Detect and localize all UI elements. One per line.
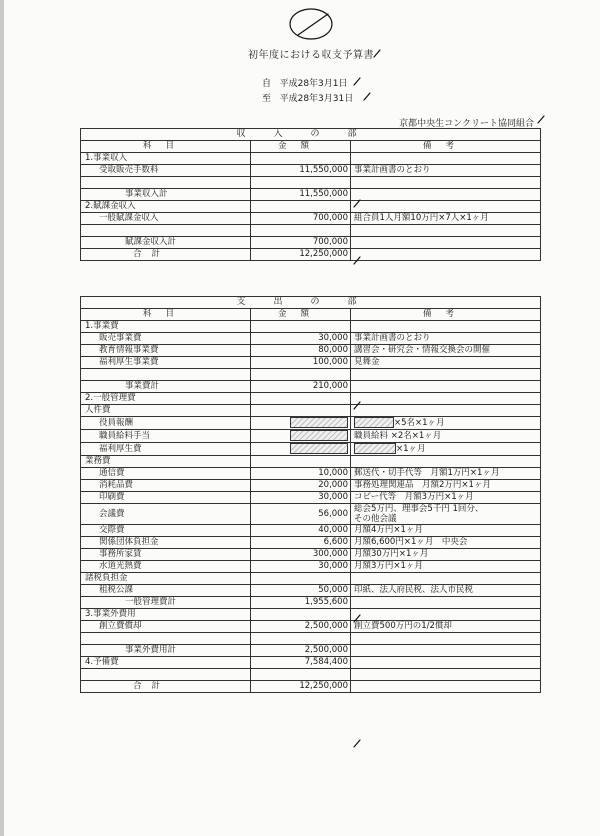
table-row bbox=[81, 153, 541, 165]
row-note: 創立費500万円の1/2償却 bbox=[351, 621, 541, 633]
row-amount-redacted bbox=[251, 443, 351, 456]
table-row bbox=[81, 381, 541, 393]
row-item: 租税公課 bbox=[81, 585, 251, 597]
row-note bbox=[351, 321, 541, 333]
row-note bbox=[351, 456, 541, 468]
table-row bbox=[81, 621, 541, 633]
row-note: コピー代等 月額3万円×1ヶ月 bbox=[351, 492, 541, 504]
row-amount bbox=[251, 321, 351, 333]
check-mark-icon bbox=[352, 400, 362, 410]
table-row bbox=[81, 456, 541, 468]
row-note bbox=[351, 504, 541, 525]
table-row bbox=[81, 504, 541, 525]
row-amount bbox=[251, 609, 351, 621]
table-row bbox=[81, 669, 541, 681]
table-row bbox=[81, 633, 541, 645]
row-item: 2.賦課金収入 bbox=[81, 201, 251, 213]
redaction-box bbox=[290, 417, 348, 428]
row-note bbox=[351, 249, 541, 261]
scan-edge bbox=[0, 0, 4, 836]
row-item: 賦課金収入計 bbox=[81, 237, 251, 249]
income-columns-row bbox=[81, 141, 541, 153]
row-item: 4.予備費 bbox=[81, 657, 251, 669]
expense-header-row bbox=[81, 297, 541, 309]
row-note: 月額3万円×1ヶ月 bbox=[351, 561, 541, 573]
row-item: 1.事業収入 bbox=[81, 153, 251, 165]
table-row bbox=[81, 573, 541, 585]
row-item: 合計 bbox=[81, 249, 251, 261]
income-header: 収入の部 bbox=[81, 129, 541, 141]
col-amount: 金額 bbox=[251, 141, 351, 153]
row-amount: 1,955,600 bbox=[251, 597, 351, 609]
table-row bbox=[81, 165, 541, 177]
row-item: 交際費 bbox=[81, 525, 251, 537]
row-note bbox=[351, 417, 541, 430]
row-item: 業務費 bbox=[81, 456, 251, 468]
row-item: 事業外費用計 bbox=[81, 645, 251, 657]
table-row bbox=[81, 549, 541, 561]
row-amount: 40,000 bbox=[251, 525, 351, 537]
table-row bbox=[81, 189, 541, 201]
row-item bbox=[81, 633, 251, 645]
table-row bbox=[81, 657, 541, 669]
circle-stamp-mark bbox=[284, 2, 338, 42]
table-row bbox=[81, 369, 541, 381]
row-item: 創立費償却 bbox=[81, 621, 251, 633]
row-note bbox=[351, 633, 541, 645]
row-amount: 11,550,000 bbox=[251, 189, 351, 201]
row-item: 事務所家賃 bbox=[81, 549, 251, 561]
row-amount: 30,000 bbox=[251, 492, 351, 504]
row-amount bbox=[251, 201, 351, 213]
row-note bbox=[351, 669, 541, 681]
row-item bbox=[81, 369, 251, 381]
row-note bbox=[351, 225, 541, 237]
table-row bbox=[81, 443, 541, 456]
row-amount bbox=[251, 225, 351, 237]
row-note bbox=[351, 237, 541, 249]
table-row bbox=[81, 177, 541, 189]
income-table bbox=[80, 128, 541, 261]
row-amount: 12,250,000 bbox=[251, 249, 351, 261]
row-note bbox=[351, 189, 541, 201]
row-item: 人件費 bbox=[81, 405, 251, 417]
row-amount: 11,550,000 bbox=[251, 165, 351, 177]
table-row bbox=[81, 357, 541, 369]
row-item: 合計 bbox=[81, 681, 251, 693]
row-item: 販売事業費 bbox=[81, 333, 251, 345]
check-mark-icon bbox=[362, 91, 372, 101]
row-amount: 6,600 bbox=[251, 537, 351, 549]
table-row bbox=[81, 321, 541, 333]
row-note: 組合員1人月額10万円×7人×1ヶ月 bbox=[351, 213, 541, 225]
row-amount bbox=[251, 177, 351, 189]
row-item: 福利厚生事業費 bbox=[81, 357, 251, 369]
table-row bbox=[81, 561, 541, 573]
row-note: 月額4万円×1ヶ月 bbox=[351, 525, 541, 537]
check-mark-icon bbox=[352, 613, 362, 623]
row-item: 福利厚生費 bbox=[81, 443, 251, 456]
row-item: 水道光熱費 bbox=[81, 561, 251, 573]
table-row bbox=[81, 609, 541, 621]
row-amount bbox=[251, 573, 351, 585]
table-row bbox=[81, 417, 541, 430]
row-amount: 80,000 bbox=[251, 345, 351, 357]
row-item: 職員給料手当 bbox=[81, 430, 251, 443]
row-amount: 20,000 bbox=[251, 480, 351, 492]
row-note bbox=[351, 645, 541, 657]
row-item bbox=[81, 225, 251, 237]
col-note: 備考 bbox=[351, 141, 541, 153]
row-amount-redacted bbox=[251, 417, 351, 430]
row-item bbox=[81, 669, 251, 681]
check-mark-icon bbox=[352, 738, 362, 748]
row-item bbox=[81, 177, 251, 189]
period-to-date: 平成28年3月31日 bbox=[279, 94, 354, 104]
col-item: 科目 bbox=[81, 309, 251, 321]
row-amount: 210,000 bbox=[251, 381, 351, 393]
row-amount bbox=[251, 393, 351, 405]
row-note bbox=[351, 405, 541, 417]
table-row bbox=[81, 393, 541, 405]
table-row bbox=[81, 345, 541, 357]
row-item: 一般賦課金収入 bbox=[81, 213, 251, 225]
row-item: 3.事業外費用 bbox=[81, 609, 251, 621]
check-mark-icon bbox=[352, 76, 362, 86]
redaction-box bbox=[354, 417, 394, 428]
row-item: 印刷費 bbox=[81, 492, 251, 504]
table-row bbox=[81, 585, 541, 597]
table-row bbox=[81, 492, 541, 504]
row-item: 関係団体負担金 bbox=[81, 537, 251, 549]
table-row bbox=[81, 237, 541, 249]
col-item: 科目 bbox=[81, 141, 251, 153]
row-item: 事業費計 bbox=[81, 381, 251, 393]
row-note bbox=[351, 681, 541, 693]
table-row bbox=[81, 249, 541, 261]
row-note-text: ×1ヶ月 bbox=[396, 444, 426, 454]
row-note: 事業計画書のとおり bbox=[351, 165, 541, 177]
row-note bbox=[351, 430, 541, 443]
table-row bbox=[81, 201, 541, 213]
table-row bbox=[81, 597, 541, 609]
row-amount-redacted bbox=[251, 430, 351, 443]
document-title: 初年度における収支予算書 bbox=[248, 50, 374, 61]
row-note bbox=[351, 609, 541, 621]
row-note-text: 職員給料 ×2名×1ヶ月 bbox=[354, 430, 442, 441]
row-note: 事業計画書のとおり bbox=[351, 333, 541, 345]
redaction-box bbox=[290, 430, 348, 441]
row-note: 講習会・研究会・情報交換会の開催 bbox=[351, 345, 541, 357]
organization-name: 京都中央生コンクリート協同組合 bbox=[399, 119, 534, 129]
check-mark-icon bbox=[352, 198, 362, 208]
row-item: 2.一般管理費 bbox=[81, 393, 251, 405]
row-amount: 300,000 bbox=[251, 549, 351, 561]
table-row bbox=[81, 525, 541, 537]
row-item: 受取販売手数料 bbox=[81, 165, 251, 177]
table-row bbox=[81, 537, 541, 549]
row-amount bbox=[251, 456, 351, 468]
check-mark-icon bbox=[372, 48, 382, 58]
period-from bbox=[262, 76, 348, 89]
period-from-label: 自 bbox=[262, 79, 272, 89]
row-amount: 50,000 bbox=[251, 585, 351, 597]
table-row bbox=[81, 480, 541, 492]
row-note bbox=[351, 177, 541, 189]
row-note-text: ×5名×1ヶ月 bbox=[394, 418, 445, 428]
period-to bbox=[262, 91, 353, 104]
row-note: 印紙、法人府民税、法人市民税 bbox=[351, 585, 541, 597]
income-header-row bbox=[81, 129, 541, 141]
table-row bbox=[81, 213, 541, 225]
row-amount: 30,000 bbox=[251, 561, 351, 573]
expense-header: 支出の部 bbox=[81, 297, 541, 309]
row-note bbox=[351, 597, 541, 609]
table-row bbox=[81, 430, 541, 443]
row-note bbox=[351, 443, 541, 456]
check-mark-icon bbox=[536, 114, 546, 124]
period-to-label: 至 bbox=[262, 94, 272, 104]
row-note: 月額30万円×1ヶ月 bbox=[351, 549, 541, 561]
table-row bbox=[81, 333, 541, 345]
row-amount: 2,500,000 bbox=[251, 621, 351, 633]
table-row bbox=[81, 225, 541, 237]
row-note bbox=[351, 369, 541, 381]
col-amount: 金額 bbox=[251, 309, 351, 321]
expense-table bbox=[80, 296, 541, 693]
check-mark-icon bbox=[352, 255, 362, 265]
row-amount: 7,584,400 bbox=[251, 657, 351, 669]
row-amount: 12,250,000 bbox=[251, 681, 351, 693]
row-amount: 100,000 bbox=[251, 357, 351, 369]
row-note: 事務処理関連品 月額2万円×1ヶ月 bbox=[351, 480, 541, 492]
row-amount bbox=[251, 153, 351, 165]
row-amount: 56,000 bbox=[251, 504, 351, 525]
row-amount: 10,000 bbox=[251, 468, 351, 480]
row-item: 役員報酬 bbox=[81, 417, 251, 430]
row-amount: 30,000 bbox=[251, 333, 351, 345]
row-note bbox=[351, 393, 541, 405]
row-item: 消耗品費 bbox=[81, 480, 251, 492]
period-from-date: 平成28年3月1日 bbox=[279, 79, 348, 89]
row-note: 見舞金 bbox=[351, 357, 541, 369]
table-row bbox=[81, 405, 541, 417]
row-note bbox=[351, 381, 541, 393]
row-amount: 2,500,000 bbox=[251, 645, 351, 657]
row-amount: 700,000 bbox=[251, 213, 351, 225]
row-amount bbox=[251, 669, 351, 681]
row-note bbox=[351, 201, 541, 213]
row-note: 月額6,600円×1ヶ月 中央会 bbox=[351, 537, 541, 549]
row-note-line2: その他会議 bbox=[354, 514, 397, 524]
redaction-box bbox=[290, 443, 348, 454]
row-note-line1: 総会5万円、理事会5千円 1回分、 bbox=[354, 504, 484, 514]
row-item: 教育情報事業費 bbox=[81, 345, 251, 357]
table-row bbox=[81, 681, 541, 693]
row-note bbox=[351, 573, 541, 585]
row-item: 事業収入計 bbox=[81, 189, 251, 201]
row-amount bbox=[251, 633, 351, 645]
row-amount bbox=[251, 405, 351, 417]
table-row bbox=[81, 468, 541, 480]
row-item: 1.事業費 bbox=[81, 321, 251, 333]
row-note bbox=[351, 657, 541, 669]
row-item: 諸税負担金 bbox=[81, 573, 251, 585]
row-item: 会議費 bbox=[81, 504, 251, 525]
row-note: 郵送代・切手代等 月額1万円×1ヶ月 bbox=[351, 468, 541, 480]
row-amount: 700,000 bbox=[251, 237, 351, 249]
expense-columns-row bbox=[81, 309, 541, 321]
redaction-box bbox=[354, 443, 396, 454]
table-row bbox=[81, 645, 541, 657]
col-note: 備考 bbox=[351, 309, 541, 321]
row-item: 通信費 bbox=[81, 468, 251, 480]
row-item: 一般管理費計 bbox=[81, 597, 251, 609]
row-note bbox=[351, 153, 541, 165]
row-amount bbox=[251, 369, 351, 381]
